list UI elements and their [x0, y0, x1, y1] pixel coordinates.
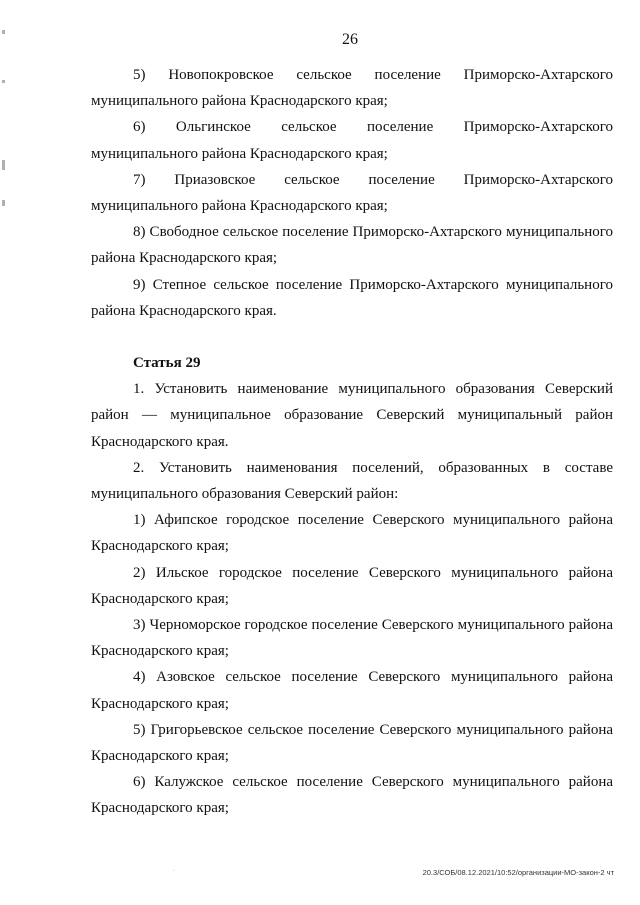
list-item: 7) Приазовское сельское поселение Приморско-Ахтарского муниципального района Краснодарского края;	[91, 171, 613, 215]
list-item: 5) Григорьевское сельское поселение Северского муниципального района Краснодарского края;	[91, 721, 613, 765]
list-item: 6) Ольгинское сельское поселение Приморско-Ахтарского муниципального района Краснодарского края;	[91, 119, 613, 162]
page-number: 26	[342, 31, 358, 48]
list-item: 3) Черноморское городское поселение Северского муниципального района Краснодарского края;	[91, 617, 613, 660]
article-paragraph: 1. Установить наименование муниципального образования Северский район — муниципальное образование Северский муниципальный район Краснодарского края.	[91, 381, 613, 450]
article-title: Статья 29	[133, 355, 201, 372]
list-item: 8) Свободное сельское поселение Приморско-Ахтарского муниципального района Краснодарского края;	[91, 224, 613, 267]
list-item: 4) Азовское сельское поселение Северского муниципального района Краснодарского края;	[91, 669, 613, 712]
scan-edge-mark	[2, 30, 5, 34]
scan-edge-mark	[2, 200, 5, 206]
scan-edge-mark	[2, 160, 5, 170]
footer-dot: ·	[173, 868, 175, 874]
list-item: 9) Степное сельское поселение Приморско-Ахтарского муниципального района Краснодарского края.	[91, 276, 613, 319]
article-paragraph: 2. Установить наименования поселений, образованных в составе муниципального образования Северский район:	[91, 459, 613, 503]
list-item: 6) Калужское сельское поселение Северского муниципального района Краснодарского края;	[91, 774, 613, 817]
list-item: 1) Афипское городское поселение Северского муниципального района Краснодарского края;	[91, 512, 613, 555]
document-body	[91, 62, 613, 822]
scan-edge-mark	[2, 80, 5, 83]
list-item: 2) Ильское городское поселение Северского муниципального района Краснодарского края;	[91, 564, 613, 607]
list-item: 5) Новопокровское сельское поселение Приморско-Ахтарского муниципального района Краснодарского края;	[91, 67, 613, 110]
document-id-footer: 20.3/СОБ/08.12.2021/10:52/организации-МО-закон-2 чт	[422, 868, 614, 877]
